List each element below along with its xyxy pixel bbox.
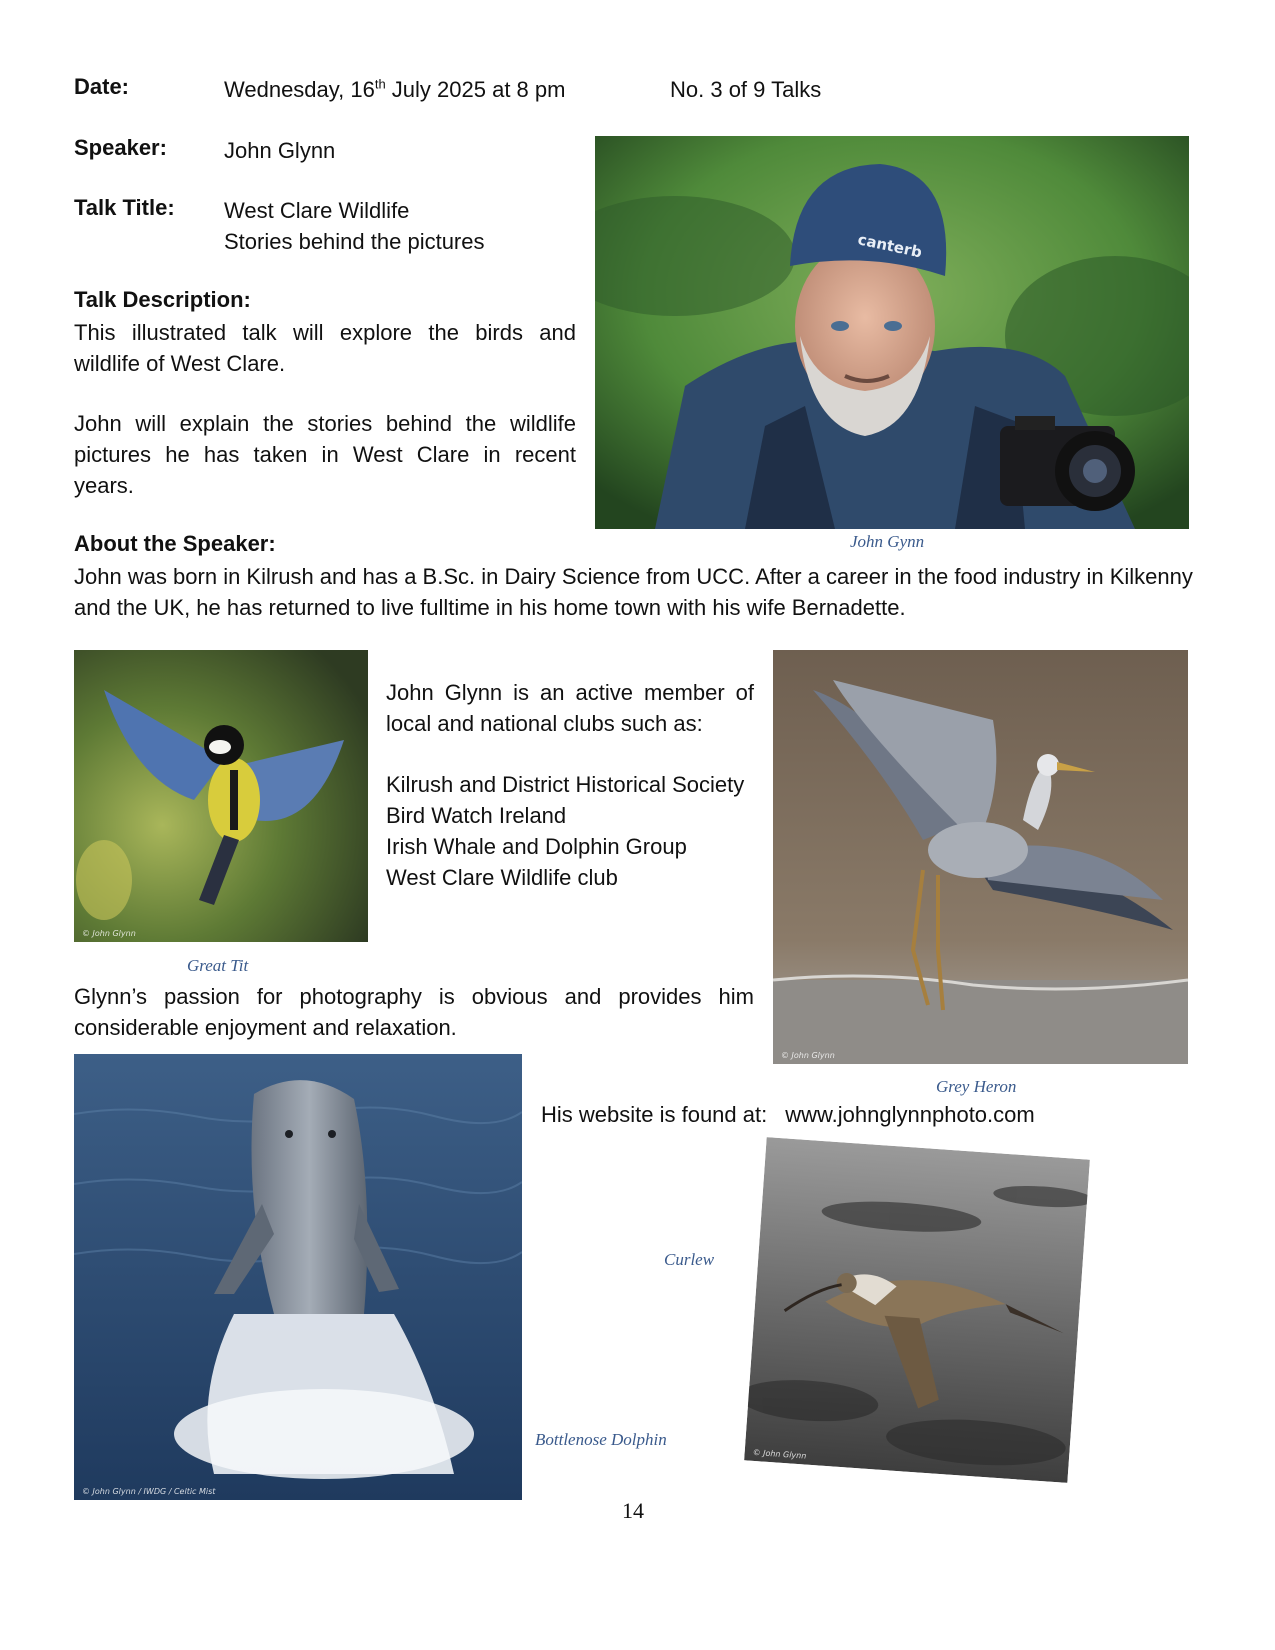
great-tit-photo <box>74 650 368 942</box>
dolphin-image <box>74 1054 522 1500</box>
title-label: Talk Title: <box>74 195 175 220</box>
page-number: 14 <box>622 1498 644 1523</box>
date-rest: July 2025 at 8 pm <box>385 77 566 102</box>
title-line2: Stories behind the pictures <box>224 229 485 254</box>
clubs-list <box>386 769 756 893</box>
club-item: Kilrush and District Historical Society <box>386 772 745 797</box>
curlew-watermark: © John Glynn <box>752 1447 807 1461</box>
club-item: Bird Watch Ireland <box>386 803 567 828</box>
speaker-portrait-photo <box>595 136 1189 529</box>
portrait-caption: John Gynn <box>850 532 925 551</box>
grey-heron-image <box>773 650 1188 1064</box>
date-ordinal: th <box>374 76 386 92</box>
curlew-caption: Curlew <box>664 1250 715 1269</box>
dolphin-photo <box>74 1054 522 1500</box>
grey-heron-watermark: © John Glynn <box>781 1051 835 1060</box>
curlew-image <box>744 1137 1090 1483</box>
passion-text: Glynn’s passion for photography is obvious and provides him considerable enjoyment and relaxation. <box>74 984 754 1040</box>
portrait-image <box>595 136 1189 529</box>
dolphin-caption: Bottlenose Dolphin <box>535 1430 667 1449</box>
great-tit-watermark: © John Glynn <box>82 929 136 938</box>
club-item: West Clare Wildlife club <box>386 865 618 890</box>
title-line1: West Clare Wildlife <box>224 198 410 223</box>
great-tit-caption: Great Tit <box>187 956 249 975</box>
clubs-intro: John Glynn is an active member of local and national clubs such as: <box>386 680 754 736</box>
website-label: His website is found at: <box>541 1102 768 1127</box>
website-url[interactable]: www.johnglynnphoto.com <box>785 1102 1035 1127</box>
about-text: John was born in Kilrush and has a B.Sc. in Dairy Science from UCC. After a career in the food industry in Kilkenny and the UK, he has returned to live fulltime in his home town with his wife Bernadette. <box>74 564 1193 620</box>
grey-heron-caption: Grey Heron <box>936 1077 1017 1096</box>
about-label: About the Speaker: <box>74 531 276 556</box>
date-day: Wednesday, 16 <box>224 77 375 102</box>
dolphin-watermark: © John Glynn / IWDG / Celtic Mist <box>82 1487 216 1496</box>
website-line <box>541 1099 1035 1130</box>
club-item: Irish Whale and Dolphin Group <box>386 834 687 859</box>
description-para1: This illustrated talk will explore the birds and wildlife of West Clare. <box>74 320 576 376</box>
date-label: Date: <box>74 74 130 99</box>
great-tit-image <box>74 650 368 942</box>
speaker-label: Speaker: <box>74 135 167 160</box>
hat-text: canterb <box>856 230 924 262</box>
talk-number: No. 3 of 9 Talks <box>670 77 822 102</box>
date-value <box>224 74 565 105</box>
curlew-photo <box>744 1137 1090 1483</box>
description-label: Talk Description: <box>74 287 251 312</box>
speaker-name: John Glynn <box>224 138 336 163</box>
grey-heron-photo <box>773 650 1188 1064</box>
description-para2: John will explain the stories behind the wildlife pictures he has taken in West Clare in recent years. <box>74 411 576 498</box>
